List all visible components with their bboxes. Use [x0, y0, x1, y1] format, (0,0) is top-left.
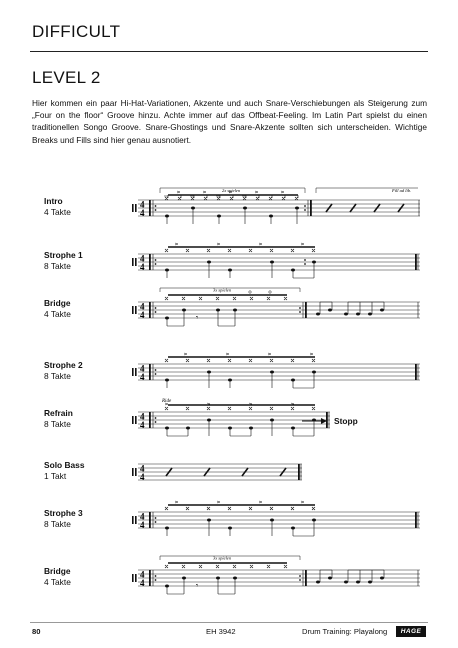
time-signature-top: 4: [140, 569, 145, 580]
drum-staff: [130, 288, 420, 334]
section-name: Strophe 2: [44, 360, 83, 370]
fill-annotation: Fill ad lib.: [392, 188, 412, 193]
section-refrain: [40, 398, 420, 444]
arrow-right-icon: [302, 417, 328, 425]
time-signature-top: 4: [140, 253, 145, 264]
time-signature-bottom: 4: [140, 262, 145, 272]
groove-notes: [165, 191, 299, 224]
drum-staff: [130, 398, 420, 444]
section-length: 8 Takte: [44, 371, 71, 381]
drum-staff: [130, 186, 420, 232]
footer-divider: [30, 622, 428, 623]
book-title: Drum Training: Playalong: [302, 627, 388, 636]
page-title: DIFFICULT: [32, 22, 121, 41]
drum-staff: [130, 240, 420, 286]
section-name: Bridge: [44, 298, 71, 308]
section-label: [44, 298, 124, 320]
header-divider: [30, 51, 428, 52]
volta-bracket: [160, 188, 418, 193]
section-label: [44, 250, 124, 272]
section-strophe-3: [40, 498, 420, 544]
section-name: Strophe 3: [44, 508, 83, 518]
section-length: 8 Takte: [44, 519, 71, 529]
time-signature-top: 4: [140, 301, 145, 312]
section-length: 4 Takte: [44, 309, 71, 319]
section-strophe-2: [40, 350, 420, 396]
section-name: Strophe 1: [44, 250, 83, 260]
section-bridge-2: [40, 556, 420, 602]
time-signature-bottom: 4: [140, 578, 145, 588]
section-length: 8 Takte: [44, 261, 71, 271]
time-signature-bottom: 4: [140, 372, 145, 382]
time-signature-bottom: 4: [140, 472, 145, 482]
time-signature-top: 4: [140, 363, 145, 374]
section-label: [44, 566, 124, 588]
section-name: Bridge: [44, 566, 71, 576]
time-signature-top: 4: [140, 411, 145, 422]
section-label: [44, 196, 124, 218]
intro-paragraph: Hier kommen ein paar Hi-Hat-Variationen, Akzente und auch Snare-Verschiebungen als Steigerung zum „Four on the floor“ Groove hinzu. Achte immer auf das Offbeat-Feeling. Im Latin Part spielst du einen traditionellen Songo Groove. Snare-Ghostings und Snare-Akzente sollten sich unterscheiden. Wichtige Breaks und Fills sind hier genau ausnotiert.: [32, 98, 427, 145]
section-length: 4 Takte: [44, 577, 71, 587]
section-intro: [40, 186, 420, 232]
percussion-clef: [132, 204, 137, 212]
page-number: 80: [32, 627, 41, 636]
time-signature-bottom: 4: [140, 310, 145, 320]
section-length: 1 Takt: [44, 471, 67, 481]
section-solo-bass: [40, 450, 420, 496]
drum-staff: [130, 450, 420, 496]
section-name: Intro: [44, 196, 63, 206]
section-length: 8 Takte: [44, 419, 71, 429]
repeat-annotation: 2x spielen: [222, 188, 241, 193]
time-signature-bottom: 4: [140, 520, 145, 530]
section-length: 4 Takte: [44, 207, 71, 217]
stopp-label: Stopp: [334, 416, 358, 426]
section-label: [44, 508, 124, 530]
time-signature-top: 4: [140, 463, 145, 474]
repeat-annotation: 3x spielen: [213, 555, 232, 561]
section-label: [44, 460, 124, 482]
drum-staff: [130, 350, 420, 396]
time-signature-bottom: 4: [140, 420, 145, 430]
section-bridge: [40, 288, 420, 334]
svg-text:𝄾: 𝄾: [196, 581, 199, 590]
section-name: Refrain: [44, 408, 73, 418]
section-name: Solo Bass: [44, 460, 85, 470]
publisher-logo: HAGE: [396, 626, 426, 637]
drum-staff: [130, 498, 420, 544]
drum-staff: [130, 556, 420, 602]
svg-text:𝄾: 𝄾: [196, 313, 199, 322]
section-strophe-1: [40, 240, 420, 286]
catalog-number: EH 3942: [206, 627, 236, 636]
ride-annotation: Ride: [162, 399, 172, 404]
section-label: [44, 360, 124, 382]
repeat-annotation: 3x spielen: [213, 287, 232, 293]
stopp-marker: [302, 416, 358, 426]
time-signature-top: 4: [140, 511, 145, 522]
time-signature-bottom: 4: [140, 208, 145, 218]
section-label: [44, 408, 124, 430]
time-signature-top: 4: [140, 199, 145, 210]
level-title: LEVEL 2: [32, 68, 101, 87]
